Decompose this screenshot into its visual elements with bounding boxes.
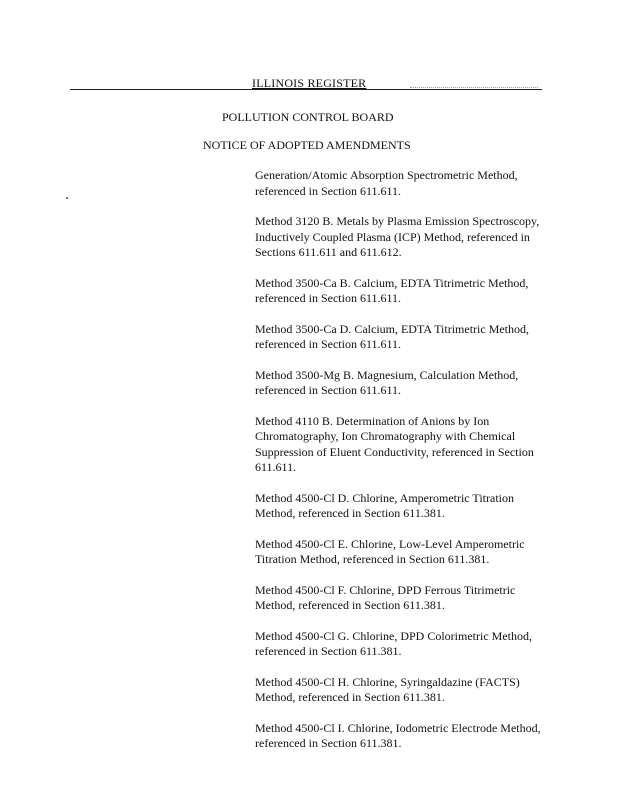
method-entry: Method 4110 B. Determination of Anions by Ion Chromatography, Ion Chromatography with Chemical Suppression of Eluent Conductivity, referenced in Section 611.611. <box>255 413 534 474</box>
method-entry: Method 4500-Cl D. Chlorine, Amperometric Titration Method, referenced in Section 611.381. <box>255 490 514 520</box>
notice-type: NOTICE OF ADOPTED AMENDMENTS <box>203 138 411 152</box>
method-entry: Method 3120 B. Metals by Plasma Emission Spectroscopy, Inductively Coupled Plasma (ICP) Method, referenced in Sections 611.611 and 611.612. <box>255 214 540 259</box>
header-title: ILLINOIS REGISTER <box>252 76 367 90</box>
agency-name: POLLUTION CONTROL BOARD <box>222 110 394 124</box>
page-header <box>0 76 618 96</box>
method-entry: Method 4500-Cl F. Chlorine, DPD Ferrous Titrimetric Method, referenced in Section 611.381. <box>255 582 516 612</box>
method-entry: Method 4500-Cl G. Chlorine, DPD Colorimetric Method, referenced in Section 611.381. <box>255 628 532 658</box>
method-entry: Method 4500-Cl I. Chlorine, Iodometric Electrode Method, referenced in Section 611.381. <box>255 720 541 750</box>
method-entry: Method 3500-Mg B. Magnesium, Calculation Method, referenced in Section 611.611. <box>255 367 519 397</box>
method-entry: Method 3500-Ca B. Calcium, EDTA Titrimetric Method, referenced in Section 611.611. <box>255 275 529 305</box>
header-rule-artifact <box>410 87 538 88</box>
scan-speck <box>66 197 68 199</box>
method-entry: Method 4500-Cl E. Chlorine, Low-Level Amperometric Titration Method, referenced in Section 611.381. <box>255 536 525 566</box>
method-entry: Method 3500-Ca D. Calcium, EDTA Titrimetric Method, referenced in Section 611.611. <box>255 321 530 351</box>
method-list <box>255 168 555 767</box>
method-entry: Generation/Atomic Absorption Spectrometric Method, referenced in Section 611.611. <box>255 168 518 198</box>
method-entry: Method 4500-Cl H. Chlorine, Syringaldazine (FACTS) Method, referenced in Section 611.381. <box>255 674 520 704</box>
